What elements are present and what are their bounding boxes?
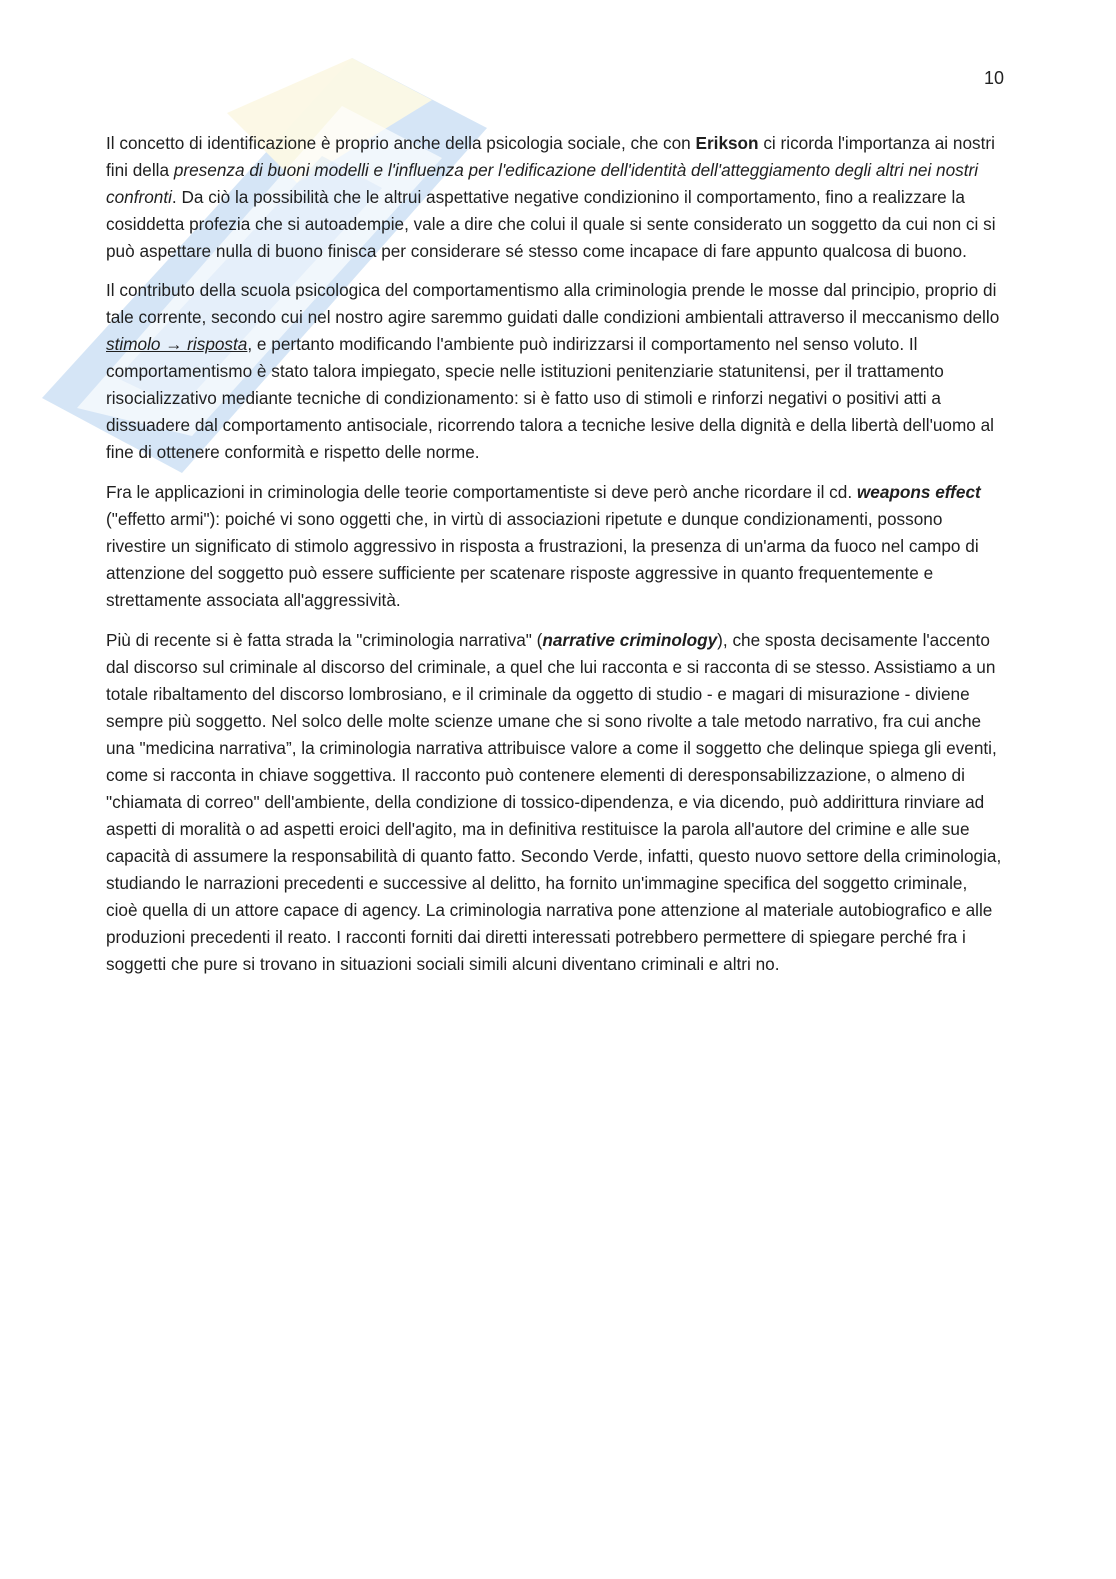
paragraph-criminologia-narrativa bbox=[106, 627, 1002, 978]
paragraph-text: Fra le applicazioni in criminologia delle teorie comportamentiste si deve però anche ricordare il cd. bbox=[106, 482, 857, 502]
paragraph-text: Più di recente si è fatta strada la "criminologia narrativa" ( bbox=[106, 630, 543, 650]
paragraph-text: Il contributo della scuola psicologica del comportamentismo alla criminologia prende le mosse dal principio, proprio di tale corrente, secondo cui nel nostro agire saremmo guidati dalle condizioni ambientali attraverso il meccanismo dello bbox=[106, 280, 1000, 327]
paragraph-text: ci ricorda l'importanza ai nostri fini della bbox=[106, 133, 995, 180]
stimolo-risposta-term: stimolo → risposta bbox=[106, 334, 248, 354]
italic-phrase: presenza di buoni modelli e l'influenza per l'edificazione dell'identità dell'atteggiamento degli altri nei nostri confronti bbox=[106, 160, 979, 207]
paragraph-text: ), che sposta decisamente l'accento dal discorso sul criminale al discorso del criminale, a quel che lui racconta e si racconta di se stesso. Assistiamo a un totale ribaltamento del discorso lombrosiano, e il criminale da oggetto di studio - e magari di misurazione - diviene sempre più soggetto. Nel solco delle molte scienze umane che si sono rivolte a tale metodo narrativo, fra cui anche una "medicina narrativa”, la criminologia narrativa attribuisce valore a come il soggetto che delinque spiega gli eventi, come si racconta in chiave soggettiva. Il racconto può contenere elementi di deresponsabilizzazione, o almeno di "chiamata di correo" dell'ambiente, della condizione di tossico-dipendenza, e via dicendo, può addirittura rinviare ad aspetti di moralità o ad aspetti eroici dell'agito, ma in definitiva restituisce la parola all'autore del crimine e alle sue capacità di assumere la responsabilità di quanto fatto. Secondo Verde, infatti, questo nuovo settore della criminologia, studiando le narrazioni precedenti e successive al delitto, ha fornito un'immagine specifica del soggetto criminale, cioè quella di un attore capace di agency. La criminologia narrativa pone attenzione al materiale autobiografico e alle produzioni precedenti il reato. I racconti forniti dai diretti interessati potrebbero permettere di spiegare perché fra i soggetti che pure si trovano in situazioni sociali simili alcuni diventano criminali e altri no. bbox=[106, 630, 1002, 974]
paragraph-text: , e pertanto modificando l'ambiente può indirizzarsi il comportamento nel senso voluto. Il comportamentismo è stato talora impiegato, specie nelle istituzioni penitenziarie statunitensi, per il trattamento risocializzativo mediante tecniche di condizionamento: si è fatto uso di stimoli e rinforzi negativi o positivi atti a dissuadere dal comportamento antisociale, ricorrendo talora a tecniche lesive della dignità e della libertà dell'uomo al fine di ottenere conformità e rispetto delle norme. bbox=[106, 334, 994, 462]
paragraph-text: Il concetto di identificazione è proprio anche della psicologia sociale, che con bbox=[106, 133, 696, 153]
bold-term-erikson: Erikson bbox=[695, 133, 759, 153]
paragraph-comportamentismo bbox=[106, 277, 1002, 466]
page-number: 10 bbox=[983, 68, 1004, 88]
narrative-criminology-term: narrative criminology bbox=[542, 630, 718, 650]
paragraph-text: . Da ciò la possibilità che le altrui aspettative negative condizionino il comportamento, fino a realizzare la cosiddetta profezia che si autoadempie, vale a dire che colui il quale si sente considerato un soggetto da cui non ci si può aspettare nulla di buono finisca per considerare sé stesso come incapace di fare appunto qualcosa di buono. bbox=[106, 187, 996, 261]
paragraph-text: ("effetto armi"): poiché vi sono oggetti che, in virtù di associazioni ripetute e dunque condizionamenti, possono rivestire un significato di stimolo aggressivo in risposta a frustrazioni, la presenza di un'arma da fuoco nel campo di attenzione del soggetto può essere sufficiente per scatenare risposte aggressive in quanto frequentemente e strettamente associata all'aggressività. bbox=[106, 509, 979, 610]
paragraph-erikson bbox=[106, 130, 1002, 265]
paragraph-weapons-effect bbox=[106, 479, 1002, 614]
document-body bbox=[106, 130, 1002, 991]
weapons-effect-term: weapons effect bbox=[856, 482, 981, 502]
